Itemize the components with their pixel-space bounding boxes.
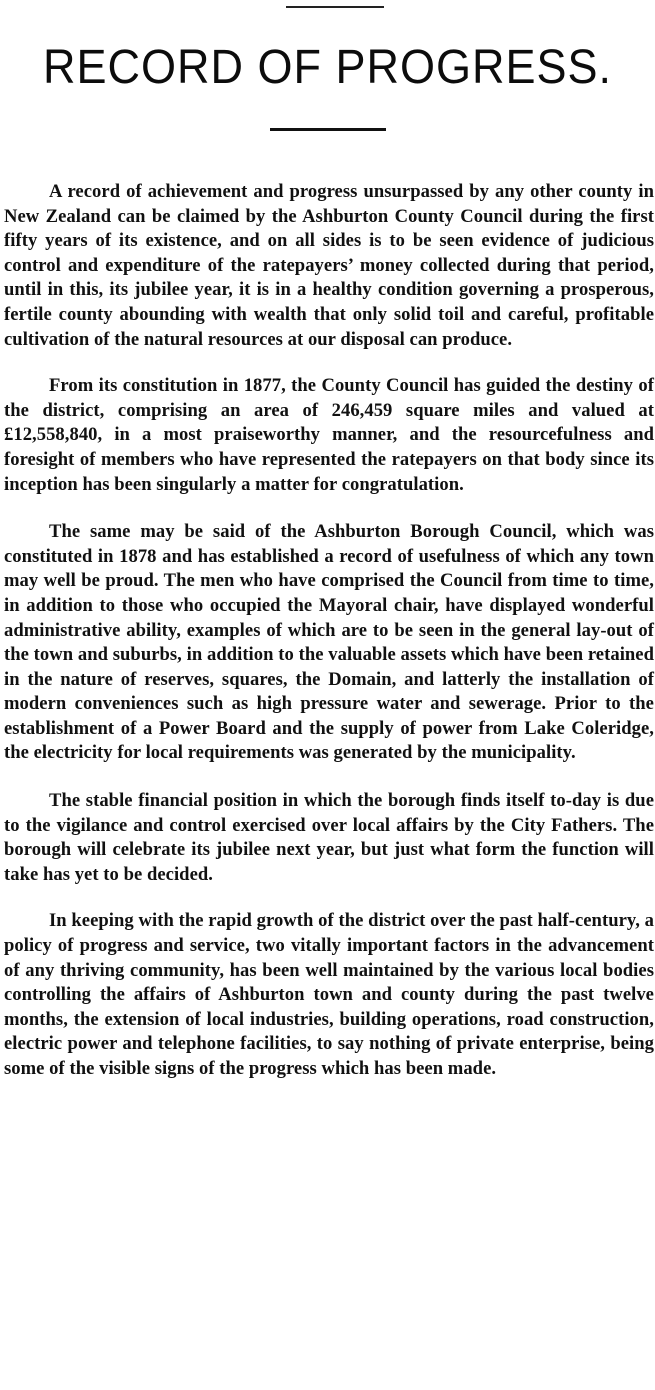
article-body — [4, 180, 654, 1103]
top-rule — [286, 6, 384, 8]
paragraph-1: A record of achievement and progress unsurpassed by any other county in New Zealand can be claimed by the Ashburton County Council during the first fifty years of its existence, and on all sides is to be seen evidence of judicious control and expenditure of the ratepayers’ money collected during that period, until in this, its jubilee year, it is in a healthy condition governing a prosperous, fertile county abounding with wealth that only solid toil and careful, profitable cultivation of the natural resources at our disposal can produce. — [4, 181, 654, 350]
title-underline-rule — [270, 128, 386, 131]
paragraph-4: The stable financial position in which the borough finds itself to-day is due to the vigilance and control exercised over local affairs by the City Fathers. The borough will celebrate its jubilee next year, but just what form the function will take has yet to be decided. — [4, 790, 654, 885]
article-title: RECORD OF PROGRESS. — [42, 38, 613, 94]
paragraph-5: In keeping with the rapid growth of the district over the past half-century, a policy of progress and service, two vitally important factors in the advancement of any thriving community, has been well maintained by the various local bodies controlling the affairs of Ashburton town and county during the past twelve months, the extension of local industries, building operations, road construction, electric power and telephone facilities, to say nothing of private enterprise, being some of the visible signs of the progress which has been made. — [4, 910, 654, 1079]
paragraph-2: From its constitution in 1877, the County Council has guided the destiny of the district, comprising an area of 246,459 square miles and valued at £12,558,840, in a most praiseworthy manner, and the resourcefulness and foresight of members who have represented the ratepayers on that body since its inception has been singularly a matter for congratulation. — [4, 375, 654, 495]
paragraph-3: The same may be said of the Ashburton Borough Council, which was constituted in 1878 and has established a record of usefulness of which any town may well be proud. The men who have comprised the Council from time to time, in addition to those who occupied the Mayoral chair, have displayed wonderful administrative ability, examples of which are to be seen in the general lay-out of the town and suburbs, in addition to the valuable assets which have been retained in the nature of reserves, squares, the Domain, and latterly the installation of modern conveniences such as high pressure water and sewerage. Prior to the establishment of a Power Board and the supply of power from Lake Coleridge, the electricity for local requirements was generated by the municipality. — [4, 521, 654, 764]
